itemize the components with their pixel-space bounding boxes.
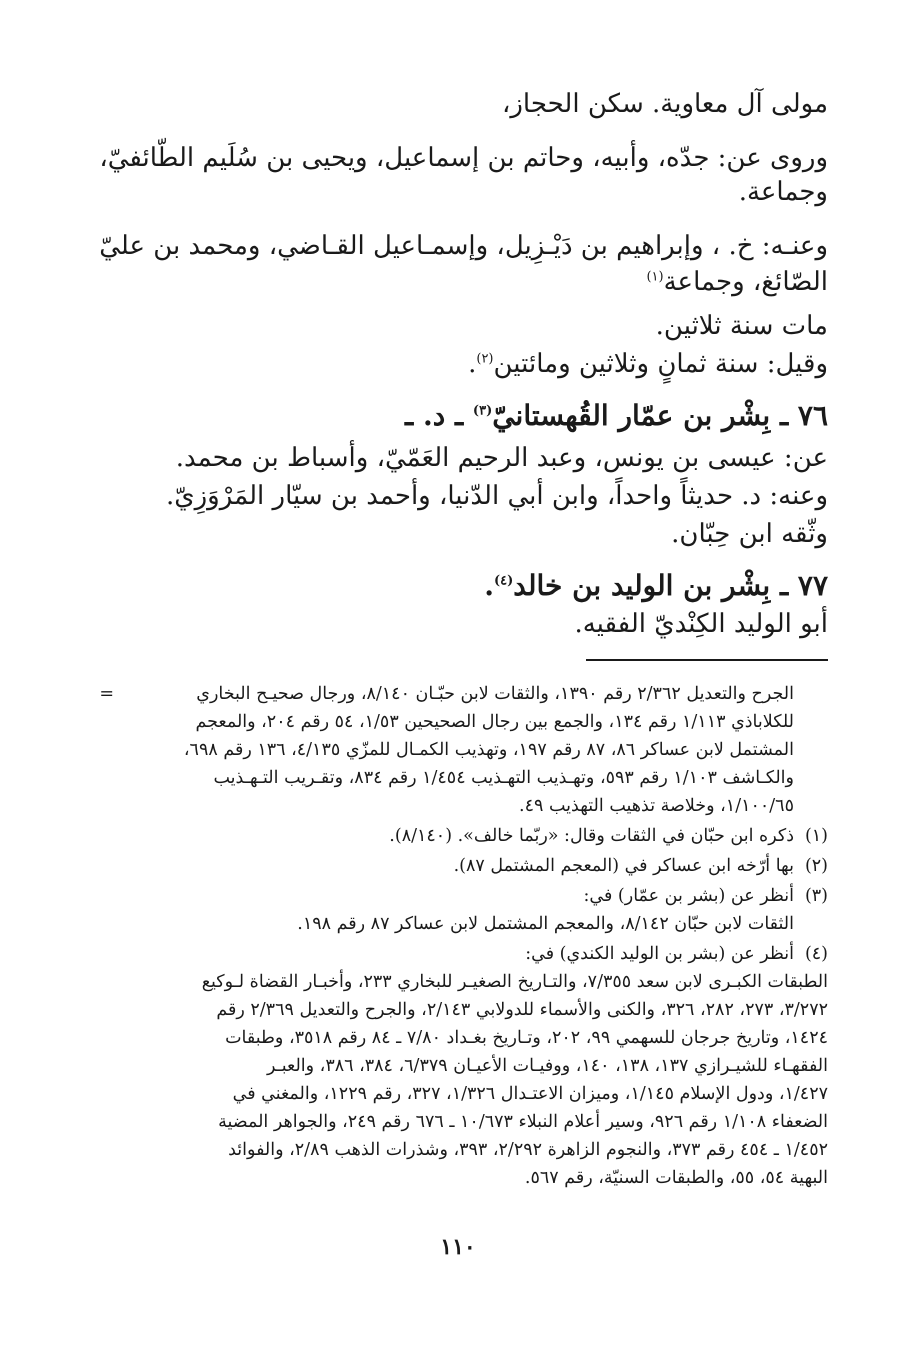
text-line: مات سنة ثلاثين.	[655, 311, 828, 341]
entry-heading-76	[80, 398, 828, 434]
footnote-line: ١/٤٥٢ ـ ٤٥٤ رقم ٣٧٣، والنجوم الزاهرة ٢/٢٩٢، ٣٩٣، وشذرات الذهب ٢/٨٩، والفوائد	[228, 1140, 828, 1160]
text-line: مولى آل معاوية. سكن الحجاز،	[501, 89, 828, 119]
entry-title: ٧٧ ـ بِشْر بن الوليد بن خالد	[513, 569, 828, 602]
footnote-number: (٢)	[804, 856, 828, 876]
entry-heading-77	[80, 568, 828, 604]
footnote-line: للكلاباذي ١/١١٣ رقم ١٣٤، والجمع بين رجال الصحيحين ١/٥٣، ٥٤ رقم ٢٠٤، والمعجم	[195, 712, 794, 732]
footnote-line: الفقهـاء للشيـرازي ١٣٧، ١٣٨، ١٤٠، ووفيـات الأعيـان ٦/٣٧٩، ٣٨٤، ٣٨٦، والعبـر	[266, 1056, 828, 1076]
footnote-ref: (٤)	[493, 573, 514, 589]
footnote-ref: (٣)	[472, 403, 493, 419]
entry-title: ٧٦ ـ بِشْر بن عمّار القُهستانيّ	[492, 399, 828, 432]
text-line	[80, 346, 828, 382]
footnote-line: أنظر عن (بشر بن الوليد الكندي) في:	[525, 944, 794, 964]
footnote-line: ١/١٠٠/٦٥، وخلاصة تذهيب التهذيب ٤٩.	[519, 796, 794, 816]
footnote-number: (٣)	[804, 886, 828, 906]
footnote-divider	[586, 659, 828, 661]
text-line: وعنـه: خ. ، وإبراهيم بن دَيْـزِيل، وإسمـاعيل القـاضي، ومحمد بن عليّ	[99, 231, 828, 261]
footnote-line: الثقات لابن حبّان ٨/١٤٢، والمعجم المشتمل لابن عساكر ٨٧ رقم ١٩٨.	[297, 914, 794, 934]
footnote-line: الطبقات الكبـرى لابن سعد ٧/٣٥٥، والتـاريخ الصغيـر للبخاري ٢٣٣، وأخبـار القضاة لـوكيع	[201, 972, 828, 992]
footnote-line: الضعفاء ١/١٠٨ رقم ٩٢٦، وسير أعلام النبلاء ١٠/٦٧٣ ـ ٦٧٦ رقم ٢٤٩، والجواهر المضية	[218, 1112, 828, 1132]
text-line: وثّقه ابن حِبّان.	[671, 519, 828, 549]
text-line: عن: عيسى بن يونس، وعبد الرحيم العَمّيّ، وأسباط بن محمد.	[175, 443, 828, 473]
footnote-number: (٤)	[804, 944, 828, 964]
footnote-line: البهية ٥٤، ٥٥، والطبقات السنيّة، رقم ٥٦٧.	[524, 1168, 828, 1188]
footnote-line: ١٤٢٤، وتاريخ جرجان للسهمي ٩٩، ٢٠٢، وتـاريخ بغـداد ٧/٨٠ ـ ٨٤ رقم ٣٥١٨، وطبقات	[225, 1028, 828, 1048]
footnote-line: ١/٤٢٧، ودول الإسلام ١/١٤٥، وميزان الاعتـدال ١/٣٢٦، ٣٢٧، رقم ١٢٢٩، والمغني في	[232, 1084, 828, 1104]
text-span: وقيل: سنة ثمانٍ وثلاثين ومائتين	[493, 349, 828, 379]
text-line: وعنه: د. حديثاً واحداً، وابن أبي الدّنيا، وأحمد بن سيّار المَرْوَزِيّ.	[166, 481, 828, 511]
footnote-line: والكـاشف ١/١٠٣ رقم ٥٩٣، وتهـذيب التهـذيب ١/٤٥٤ رقم ٨٣٤، وتقـريب التـهـذيب	[213, 768, 794, 788]
footnote-line: بها أرّخه ابن عساكر في (المعجم المشتمل ٨٧).	[453, 856, 794, 876]
footnote-line: ذكره ابن حبّان في الثقات وقال: «ربّما خالف». (٨/١٤٠).	[389, 826, 794, 846]
text-span: الصّائغ، وجماعة	[663, 267, 828, 297]
text-line: أبو الوليد الكِنْديّ الفقيه.	[574, 609, 828, 639]
page-number: ١١٠	[440, 1234, 476, 1260]
footnote-line: الجرح والتعديل ٢/٣٦٢ رقم ١٣٩٠، والثقات لابن حبّـان ٨/١٤٠، ورجال صحيـح البخاري	[196, 684, 794, 704]
text-span: .	[468, 349, 477, 379]
footnote-line: المشتمل لابن عساكر ٨٦، ٨٧ رقم ١٩٧، وتهذيب الكمـال للمزّي ٤/١٣٥، ١٣٦ رقم ٦٩٨،	[183, 740, 794, 760]
text-line: وجماعة.	[738, 177, 828, 207]
text-line: وروى عن: جدّه، وأبيه، وحاتم بن إسماعيل، ويحيى بن سُلَيم الطّائفيّ،	[99, 143, 828, 173]
footnote-number: (١)	[804, 826, 828, 846]
footnote-ref: (٢)	[476, 351, 494, 367]
entry-title-suffix: .	[484, 569, 494, 602]
text-line	[80, 264, 828, 300]
entry-title-suffix: ـ د. ـ	[405, 399, 473, 432]
footnote-line: أنظر عن (بشر بن عمّار) في:	[583, 886, 794, 906]
continuation-marker: =	[99, 684, 114, 704]
footnote-line: ٣/٢٧٢، ٢٧٣، ٢٨٢، ٣٢٦، والكنى والأسماء للدولابي ٢/١٤٣، والجرح والتعديل ٢/٣٦٩ رقم	[216, 1000, 828, 1020]
footnote-ref: (١)	[646, 269, 664, 285]
